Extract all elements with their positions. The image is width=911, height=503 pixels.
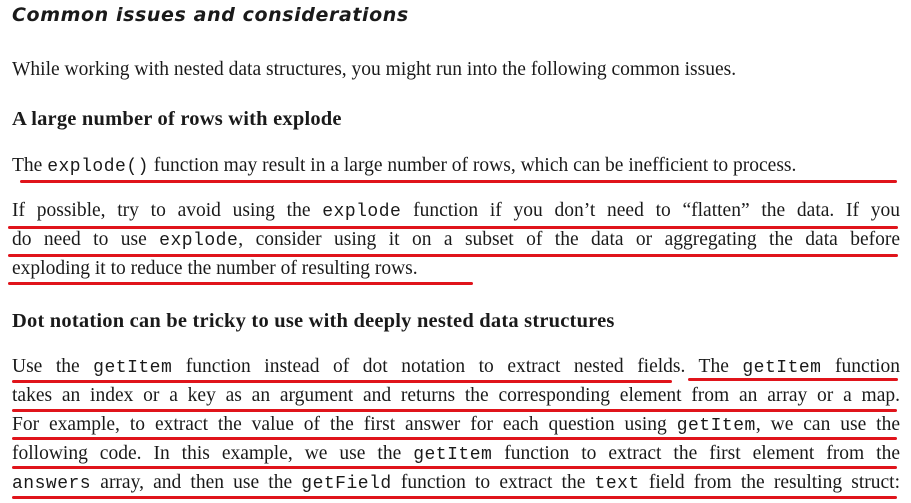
inline-code: getItem xyxy=(413,445,493,465)
text-run: array, and then use the xyxy=(91,472,302,493)
annotation-underline xyxy=(12,496,897,499)
text-line xyxy=(12,196,900,225)
inline-code: text xyxy=(594,474,640,494)
inline-code: explode() xyxy=(47,157,149,177)
text-line xyxy=(12,225,900,254)
annotation-underline xyxy=(12,380,672,383)
inline-code: getItem xyxy=(676,416,756,436)
text-line xyxy=(12,410,900,439)
paragraph-explode-rows xyxy=(12,151,900,180)
text-run: , consider using it on a subset of the data or aggregating the data before xyxy=(238,229,900,250)
paragraph-explode-advice xyxy=(12,196,900,283)
text-run: function if you don’t need to “flatten” the data. If you xyxy=(401,200,900,221)
text-run: field from the resulting struct: xyxy=(639,472,900,493)
inline-code: explode xyxy=(322,202,402,222)
text-run: function to extract the first element from the xyxy=(492,443,900,464)
text-run: For example, to extract the value of the first answer for each question using xyxy=(12,414,677,435)
text-run: If possible, try to avoid using the xyxy=(12,200,323,221)
text-run: function xyxy=(821,356,900,377)
text-run: function instead of dot notation to extract nested fields. The xyxy=(172,356,743,377)
annotation-underline xyxy=(12,466,897,469)
annotation-underline xyxy=(12,437,897,440)
text-run: The xyxy=(12,155,48,176)
annotation-underline xyxy=(8,254,898,257)
text-run: function may result in a large number of rows, which can be inefficient to process. xyxy=(148,155,797,176)
text-run: takes an index or a key as an argument and returns the corresponding element from an array or a map. xyxy=(12,385,900,406)
text-run: , we can use the xyxy=(755,414,900,435)
subheading-explode: A large number of rows with explode xyxy=(12,108,342,130)
text-run: Use the xyxy=(12,356,94,377)
text-line xyxy=(12,151,900,180)
annotation-underline xyxy=(20,180,897,183)
intro-paragraph: While working with nested data structures, you might run into the following common issues. xyxy=(12,59,737,80)
text-line xyxy=(12,381,900,410)
paragraph-getitem xyxy=(12,352,900,497)
annotation-underline xyxy=(688,378,898,381)
annotation-underline xyxy=(12,409,897,412)
text-line xyxy=(12,352,900,381)
text-run: do need to use xyxy=(12,229,160,250)
section-title: Common issues and considerations xyxy=(12,4,409,26)
inline-code: answers xyxy=(12,474,92,494)
inline-code: getItem xyxy=(93,358,173,378)
text-run: exploding it to reduce the number of resulting rows. xyxy=(12,258,418,279)
annotation-underline xyxy=(8,282,473,285)
inline-code: explode xyxy=(159,231,239,251)
inline-code: getItem xyxy=(742,358,822,378)
annotation-underline xyxy=(8,226,898,229)
text-line xyxy=(12,439,900,468)
inline-code: getField xyxy=(301,474,392,494)
text-line xyxy=(12,254,900,283)
text-line xyxy=(12,468,900,497)
subheading-dot-notation: Dot notation can be tricky to use with deeply nested data structures xyxy=(12,310,615,332)
text-run: following code. In this example, we use the xyxy=(12,443,414,464)
text-run: function to extract the xyxy=(391,472,595,493)
